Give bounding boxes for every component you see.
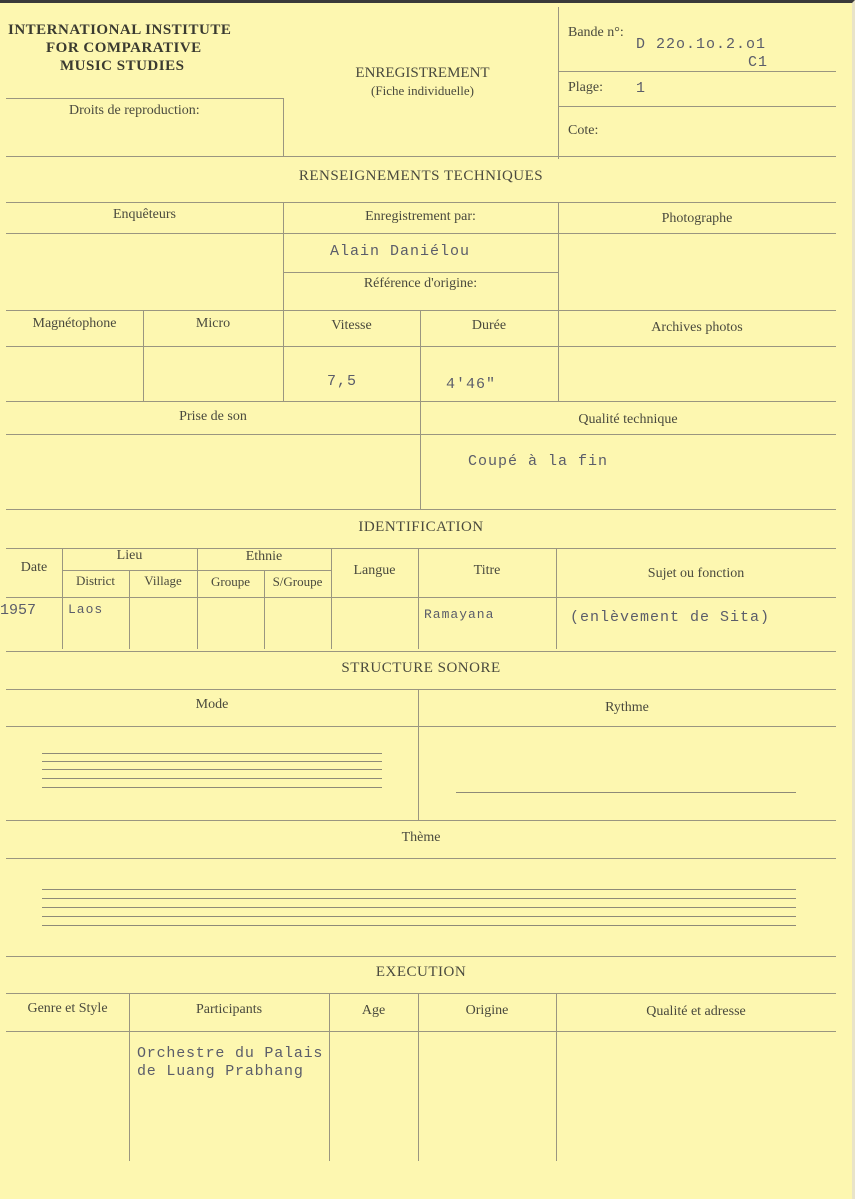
rule: [6, 509, 836, 510]
date-label: Date: [20, 560, 48, 575]
district-value: Laos: [68, 602, 104, 617]
bande-value-2: C1: [748, 54, 769, 71]
participants-line1: Orchestre du Palais: [137, 1045, 324, 1062]
cote-label: Cote:: [568, 123, 599, 138]
rule: [6, 858, 836, 859]
enregistrement-value: Alain Daniélou: [330, 243, 471, 260]
groupe-label: Groupe: [211, 574, 250, 589]
village-label: Village: [144, 573, 182, 588]
institute-line2: FOR COMPARATIVE: [46, 40, 202, 56]
bande-label: Bande n°:: [568, 25, 624, 40]
staff-line: [42, 925, 796, 926]
magnetophone-label: Magnétophone: [32, 316, 117, 331]
staff-line: [42, 916, 796, 917]
rule: [558, 7, 559, 159]
rule: [6, 202, 836, 203]
rule: [6, 993, 836, 994]
rule: [6, 597, 836, 598]
bande-value: D 22o.1o.2.o1: [636, 36, 767, 53]
staff-line: [42, 761, 382, 762]
vitesse-value: 7,5: [327, 373, 358, 390]
rule: [558, 71, 836, 72]
qualite-label: Qualité technique: [578, 412, 678, 427]
structure-section-title: STRUCTURE SONORE: [341, 660, 501, 676]
titre-value: Ramayana: [424, 607, 495, 622]
rule: [129, 993, 130, 1161]
card-subtitle: (Fiche individuelle): [371, 83, 474, 98]
langue-label: Langue: [353, 563, 396, 578]
plage-label: Plage:: [568, 80, 603, 95]
ethnie-label: Ethnie: [245, 549, 283, 564]
identification-section-title: IDENTIFICATION: [358, 519, 484, 535]
sujet-label: Sujet ou fonction: [647, 566, 745, 581]
rule: [6, 1031, 836, 1032]
rule: [283, 98, 284, 156]
archives-label: Archives photos: [651, 320, 743, 335]
sgroupe-label: S/Groupe: [272, 574, 323, 589]
enqueteurs-label: Enquêteurs: [113, 207, 176, 222]
rule: [283, 272, 558, 273]
age-label: Age: [361, 1003, 386, 1018]
execution-section-title: EXECUTION: [375, 964, 467, 980]
rule: [6, 233, 836, 234]
district-label: District: [76, 573, 115, 588]
staff-line: [42, 907, 796, 908]
rythme-label: Rythme: [605, 700, 649, 715]
card-title: ENREGISTREMENT: [355, 65, 490, 81]
rule: [6, 401, 836, 402]
qualite-adresse-label: Qualité et adresse: [646, 1004, 746, 1019]
staff-line: [42, 778, 382, 779]
participants-line2: de Luang Prabhang: [137, 1063, 304, 1080]
staff-line: [42, 769, 382, 770]
rythme-line: [456, 792, 796, 793]
staff-line: [42, 787, 382, 788]
photographe-label: Photographe: [661, 211, 733, 226]
micro-label: Micro: [195, 316, 231, 331]
rule: [6, 651, 836, 652]
genre-label: Genre et Style: [27, 1001, 108, 1016]
rule: [62, 570, 331, 571]
technique-section-title: RENSEIGNEMENTS TECHNIQUES: [298, 168, 544, 184]
staff-line: [42, 898, 796, 899]
droits-label: Droits de reproduction:: [69, 103, 200, 118]
rule: [6, 156, 836, 157]
institute-line3: MUSIC STUDIES: [60, 58, 185, 74]
duree-label: Durée: [471, 318, 507, 333]
rule: [6, 726, 836, 727]
vitesse-label: Vitesse: [331, 318, 372, 333]
institute-line1: INTERNATIONAL INSTITUTE: [8, 22, 232, 38]
sujet-value: (enlèvement de Sita): [570, 609, 771, 626]
rule: [556, 548, 557, 649]
staff-line: [42, 889, 796, 890]
titre-label: Titre: [473, 563, 501, 578]
qualite-value: Coupé à la fin: [468, 453, 609, 470]
rule: [6, 434, 836, 435]
reference-label: Référence d'origine:: [363, 276, 478, 291]
plage-value: 1: [636, 80, 647, 97]
duree-value: 4'46": [446, 376, 497, 393]
staff-line: [42, 753, 382, 754]
rule: [558, 106, 836, 107]
rule: [6, 346, 836, 347]
date-value: 1957: [0, 602, 37, 619]
participants-label: Participants: [195, 1002, 263, 1017]
rule: [6, 820, 836, 821]
rule: [6, 689, 836, 690]
origine-label: Origine: [465, 1003, 509, 1018]
enregistrement-label: Enregistrement par:: [365, 209, 476, 224]
rule: [6, 98, 283, 99]
theme-label: Thème: [401, 830, 441, 845]
rule: [6, 310, 836, 311]
mode-label: Mode: [195, 697, 229, 712]
prise-label: Prise de son: [179, 409, 247, 424]
rule: [6, 956, 836, 957]
lieu-label: Lieu: [116, 548, 143, 563]
